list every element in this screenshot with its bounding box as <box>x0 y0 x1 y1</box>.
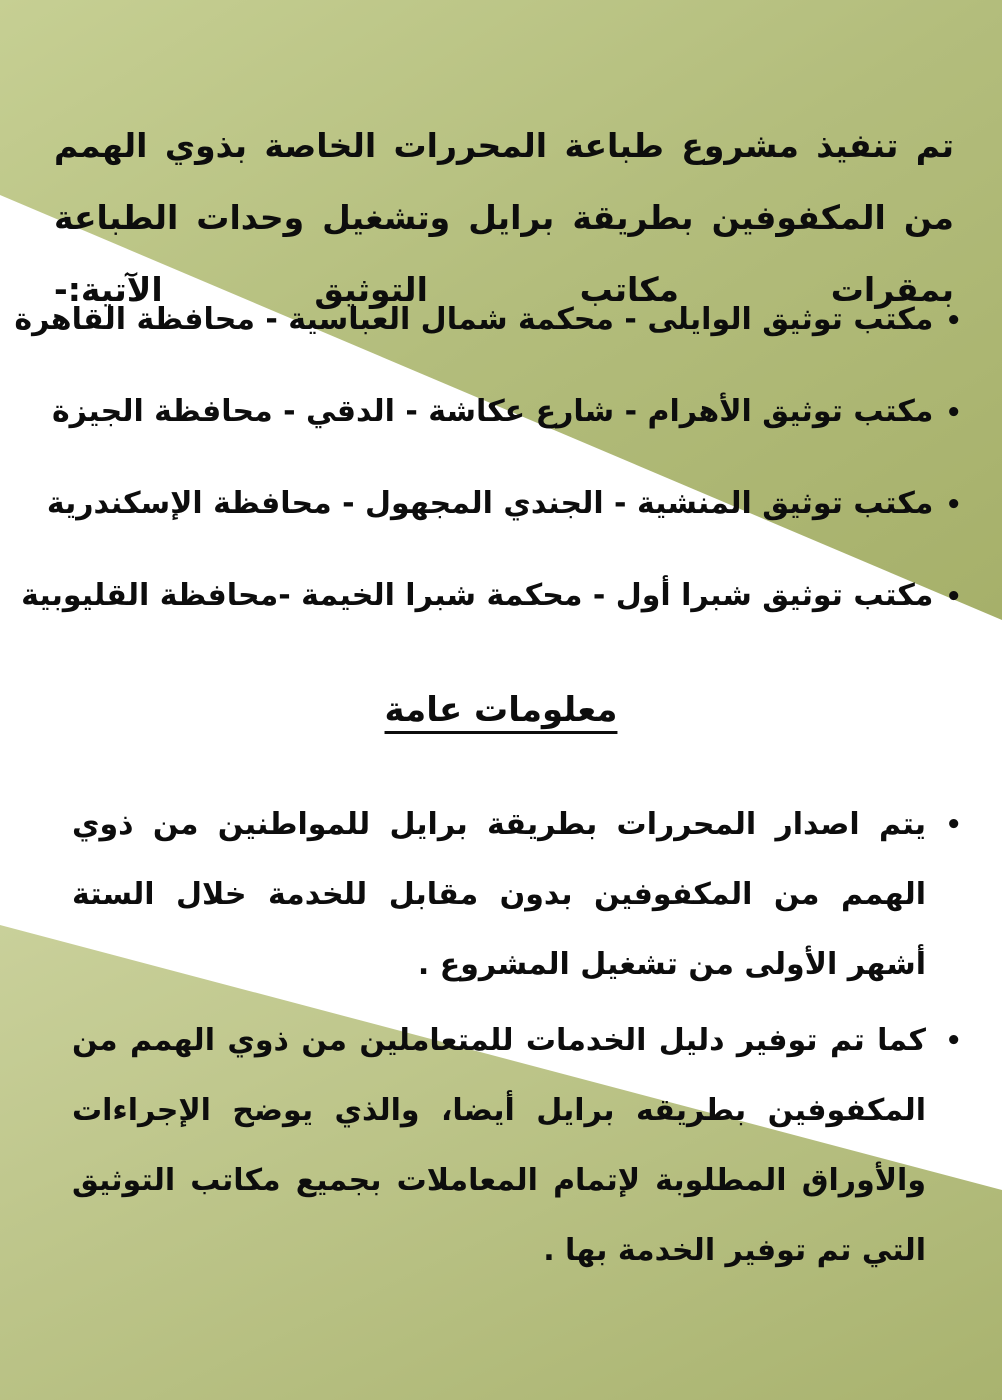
intro-paragraph: تم تنفيذ مشروع طباعة المحررات الخاصة بذوي الهمم من المكفوفين بطريقة برايل وتشغيل وحدات الطباعة بمقرات مكاتب التوثيق الآتية:- <box>54 126 954 309</box>
office-item <box>21 561 962 653</box>
info-item <box>72 1006 962 1286</box>
office-text: مكتب توثيق الأهرام - شارع عكاشة - الدقي - محافظة الجيزة <box>51 394 934 429</box>
info-text: يتم اصدار المحررات بطريقة برايل للمواطنين من ذوي الهمم من المكفوفين بدون مقابل للخدمة خلال الستة أشهر الأولى من تشغيل المشروع . <box>72 807 926 982</box>
info-text: كما تم توفير دليل الخدمات للمتعاملين من ذوي الهمم من المكفوفين بطريقه برايل أيضا، والذي يوضح الإجراءات والأوراق المطلوبة لإتمام المعاملات بجميع مكاتب التوثيق التي تم توفير الخدمة بها . <box>72 1023 926 1268</box>
bullet-icon: • <box>945 1026 962 1056</box>
bullet-icon: • <box>945 490 962 520</box>
bullet-icon: • <box>945 398 962 428</box>
general-info-list <box>72 790 962 1292</box>
office-text: مكتب توثيق المنشية - الجندي المجهول - محافظة الإسكندرية <box>46 486 934 521</box>
bullet-icon: • <box>945 582 962 612</box>
office-item <box>14 285 962 377</box>
office-item <box>42 469 962 561</box>
office-item <box>42 377 962 469</box>
bullet-icon: • <box>945 306 962 336</box>
heading-text: معلومات عامة <box>384 690 618 730</box>
office-text: مكتب توثيق الوايلى - محكمة شمال العباسية - محافظة القاهرة <box>14 302 934 337</box>
info-item <box>72 790 962 1000</box>
general-info-heading <box>0 690 1002 730</box>
office-list <box>14 285 962 653</box>
office-text: مكتب توثيق شبرا أول - محكمة شبرا الخيمة -محافظة القليوبية <box>21 578 934 613</box>
bullet-icon: • <box>945 810 962 840</box>
